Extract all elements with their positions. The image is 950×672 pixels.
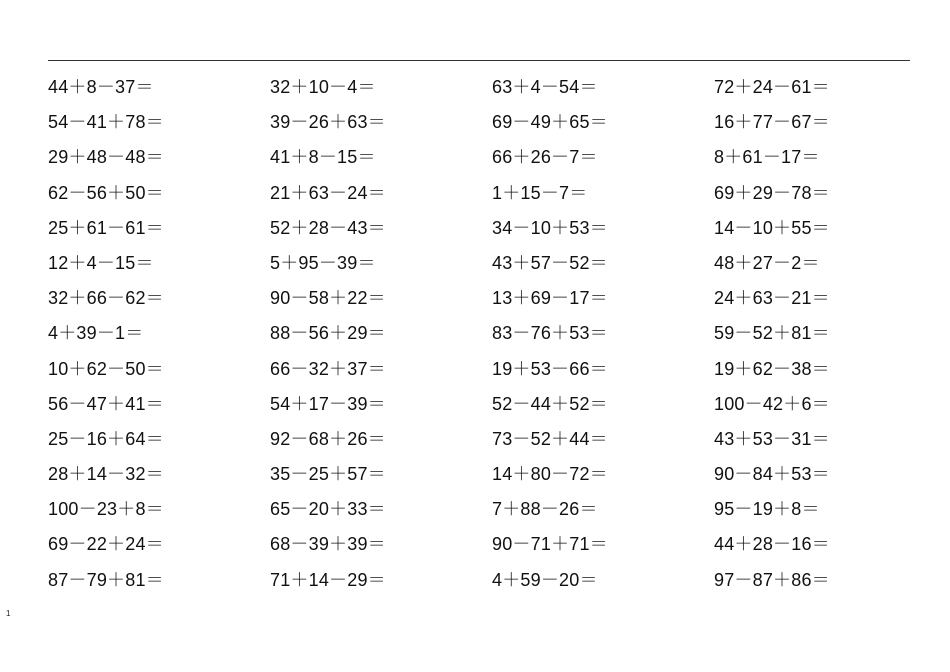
- math-problem: 69－22＋24＝: [48, 534, 164, 555]
- math-problem: 41＋8－15＝: [270, 147, 376, 168]
- math-problem: 73－52＋44＝: [492, 428, 608, 449]
- math-problem: 25－16＋64＝: [48, 428, 164, 449]
- math-problem: 21＋63－24＝: [270, 182, 386, 203]
- math-problem: 52＋28－43＝: [270, 217, 386, 238]
- math-problem: 5＋95－39＝: [270, 252, 376, 273]
- math-problem: 88－56＋29＝: [270, 323, 386, 344]
- math-problem: 34－10＋53＝: [492, 217, 608, 238]
- page-number: 1: [6, 609, 11, 618]
- math-problem: 14－10＋55＝: [714, 217, 830, 238]
- problem-grid: [48, 74, 938, 602]
- math-problem: 68－39＋39＝: [270, 534, 386, 555]
- math-problem: 63＋4－54＝: [492, 77, 598, 97]
- math-problem: 44＋8－37＝: [48, 77, 154, 97]
- math-problem: 7＋88－26＝: [492, 499, 598, 520]
- math-problem: 52－44＋52＝: [492, 393, 608, 414]
- math-problem: 14＋80－72＝: [492, 464, 608, 485]
- math-problem: 66＋26－7＝: [492, 147, 598, 168]
- math-problem: 72＋24－61＝: [714, 77, 830, 97]
- math-problem: 1＋15－7＝: [492, 182, 588, 203]
- math-problem: 54－41＋78＝: [48, 112, 164, 133]
- math-problem: 92－68＋26＝: [270, 428, 386, 449]
- math-problem: 100－23＋8＝: [48, 499, 164, 520]
- math-problem: 83－76＋53＝: [492, 323, 608, 344]
- math-problem: 65－20＋33＝: [270, 499, 386, 520]
- math-problem: 66－32＋37＝: [270, 358, 386, 379]
- math-problem: 90－58＋22＝: [270, 288, 386, 309]
- math-problem: 87－79＋81＝: [48, 569, 164, 590]
- math-problem: 90－71＋71＝: [492, 534, 608, 555]
- math-problem: 12＋4－15＝: [48, 252, 154, 273]
- header-rule: [48, 60, 910, 61]
- math-problem: 39－26＋63＝: [270, 112, 386, 133]
- math-problem: 32＋66－62＝: [48, 288, 164, 309]
- math-problem: 35－25＋57＝: [270, 464, 386, 485]
- math-problem: 97－87＋86＝: [714, 569, 830, 590]
- math-problem: 10＋62－50＝: [48, 358, 164, 379]
- math-problem: 29＋48－48＝: [48, 147, 164, 168]
- math-problem: 48＋27－2＝: [714, 252, 820, 273]
- math-problem: 90－84＋53＝: [714, 464, 830, 485]
- math-problem: 16＋77－67＝: [714, 112, 830, 133]
- math-problem: 4＋39－1＝: [48, 323, 144, 344]
- math-problem: 95－19＋8＝: [714, 499, 820, 520]
- math-problem: 59－52＋81＝: [714, 323, 830, 344]
- math-problem: 71＋14－29＝: [270, 569, 386, 590]
- math-problem: 43＋53－31＝: [714, 428, 830, 449]
- math-problem: 32＋10－4＝: [270, 77, 376, 97]
- math-problem: 19＋62－38＝: [714, 358, 830, 379]
- math-problem: 100－42＋6＝: [714, 393, 830, 414]
- math-problem: 8＋61－17＝: [714, 147, 820, 168]
- math-problem: 56－47＋41＝: [48, 393, 164, 414]
- math-problem: 54＋17－39＝: [270, 393, 386, 414]
- math-problem: 44＋28－16＝: [714, 534, 830, 555]
- math-problem: 25＋61－61＝: [48, 217, 164, 238]
- math-problem: 19＋53－66＝: [492, 358, 608, 379]
- math-problem: 24＋63－21＝: [714, 288, 830, 309]
- math-problem: 4＋59－20＝: [492, 569, 598, 590]
- math-problem: 28＋14－32＝: [48, 464, 164, 485]
- math-problem: 69－49＋65＝: [492, 112, 608, 133]
- math-problem: 62－56＋50＝: [48, 182, 164, 203]
- math-problem: 13＋69－17＝: [492, 288, 608, 309]
- math-problem: 69＋29－78＝: [714, 182, 830, 203]
- math-problem: 43＋57－52＝: [492, 252, 608, 273]
